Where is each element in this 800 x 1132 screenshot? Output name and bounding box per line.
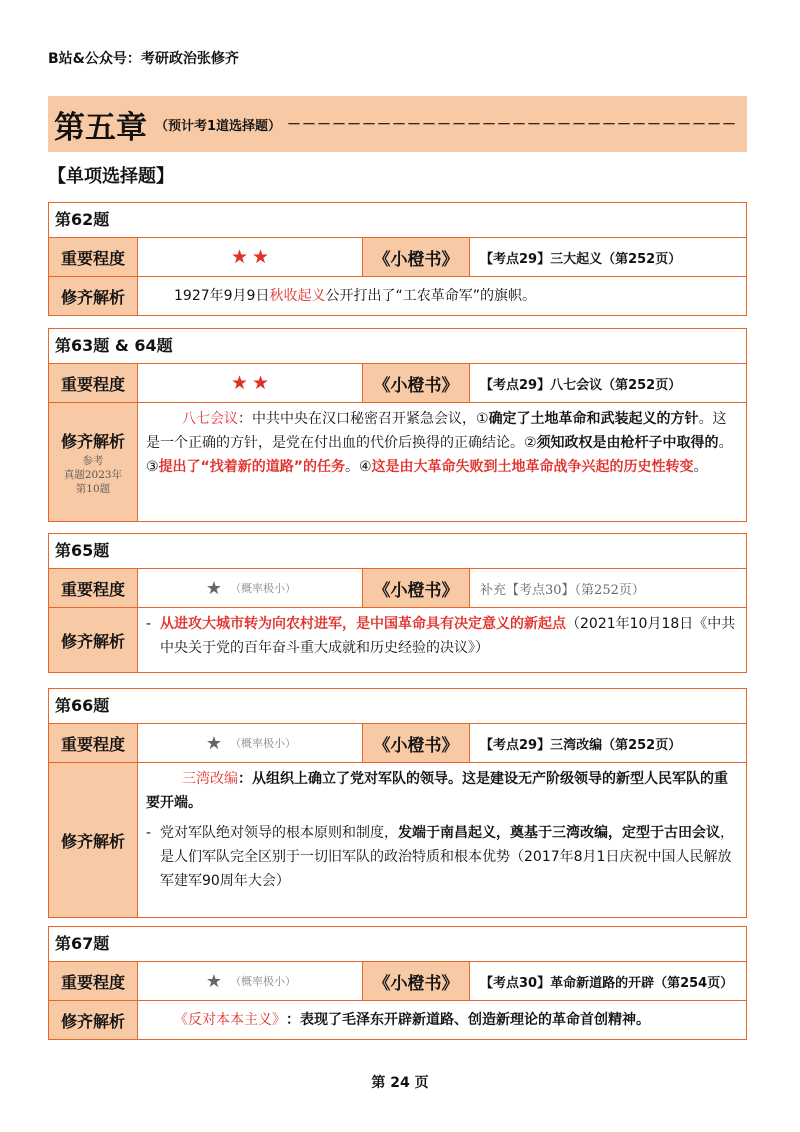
importance-row (49, 364, 746, 403)
highlight-text: 秋收起义 (269, 288, 326, 304)
analysis-row (49, 277, 746, 315)
analysis-label: 修齐解析 (49, 763, 138, 917)
importance-label: 重要程度 (49, 238, 138, 276)
question-67 (48, 926, 747, 1040)
book-label: 《小橙书》 (363, 962, 470, 1000)
importance-row (49, 724, 746, 763)
star-icon: ★ (230, 246, 248, 268)
importance-label: 重要程度 (49, 364, 138, 402)
star-icon: ★ (205, 732, 223, 754)
chapter-subtitle: （预计考1道选择题） (155, 118, 282, 134)
question-title: 第65题 (49, 534, 746, 569)
reference-text: 【考点29】三大起义（第252页） (480, 251, 682, 267)
importance-stars (138, 238, 363, 276)
reference-text: 【考点30】革命新道路的开辟（第254页） (480, 975, 734, 991)
book-label: 《小橙书》 (363, 724, 470, 762)
analysis-content (138, 277, 746, 315)
star-icon: ★ (205, 577, 223, 599)
book-label: 《小橙书》 (363, 364, 470, 402)
analysis-content: 《反对本本主义》 ：表现了毛泽东开辟新道路、创造新理论的革命首创精神。 (174, 1012, 650, 1028)
question-63-64 (48, 328, 747, 522)
importance-label: 重要程度 (49, 569, 138, 607)
chapter-dashes: －－－－－－－－－－－－－－－－－－－－－－－－－－－－－－ (287, 117, 738, 133)
analysis-label: 修齐解析 (49, 608, 138, 672)
star-icon: ★ (252, 246, 270, 268)
analysis-label: 修齐解析 (60, 431, 125, 451)
question-title: 第62题 (49, 203, 746, 238)
analysis-content: - 从进攻大城市转为向农村进军，是中国革命具有决定意义的新起点（2021年10月18日《中共中央关于党的百年奋斗重大成就和历史经验的决议》） (146, 616, 736, 656)
importance-label: 重要程度 (49, 724, 138, 762)
question-66 (48, 688, 747, 918)
importance-stars (138, 962, 363, 1000)
reference-text: 【考点29】八七会议（第252页） (480, 377, 682, 393)
importance-stars (138, 364, 363, 402)
book-label: 《小橙书》 (363, 569, 470, 607)
star-icon: ★ (205, 970, 223, 992)
header-text: B站&公众号：考研政治张修齐 (48, 51, 239, 67)
importance-stars (138, 569, 363, 607)
importance-label: 重要程度 (49, 962, 138, 1000)
analysis-label-cell (49, 403, 138, 521)
probability-note: （概率极小） (230, 582, 297, 595)
reference-text: 补充【考点30】（第252页） (480, 582, 645, 598)
analysis-text: 公开打出了“工农革命军”的旗帜。 (325, 288, 536, 304)
analysis-row (49, 1001, 746, 1039)
analysis-content: 八七会议：中共中央在汉口秘密召开紧急会议，①确定了土地革命和武装起义的方针。这是一个正确的方针，是党在付出血的代价后换得的正确结论。②须知政权是由枪杆子中取得的。③提出了“找着新的道路”的任务。④这是由大革命失败到土地革命战争兴起的历史性转变。 (146, 411, 733, 475)
chapter-title: 第五章 (54, 109, 147, 146)
probability-note: （概率极小） (230, 737, 297, 750)
question-65 (48, 533, 747, 673)
analysis-label: 修齐解析 (49, 1001, 138, 1039)
question-title: 第63题 & 64题 (49, 329, 746, 364)
exam-note: 参考 真题2023年 第10题 (63, 454, 123, 495)
analysis-row (49, 763, 746, 917)
analysis-row (49, 608, 746, 672)
page-number: 第 24 页 (371, 1075, 429, 1091)
star-icon: ★ (230, 372, 248, 394)
importance-row (49, 962, 746, 1001)
question-title: 第66题 (49, 689, 746, 724)
analysis-text: 1927年9月9日 (174, 288, 270, 304)
question-62 (48, 202, 747, 316)
analysis-content: 三湾改编：从组织上确立了党对军队的领导。这是建设无产阶级领导的新型人民军队的重要开端。 - 党对军队绝对领导的根本原则和制度，发端于南昌起义，奠基于三湾改编，定型于古田会议，是人们军队完全区别于一切旧军队的政治特质和根本优势（2017年8月1日庆祝中国人民解放军建军90周年大会） (146, 771, 734, 889)
question-title: 第67题 (49, 927, 746, 962)
importance-row (49, 238, 746, 277)
importance-stars (138, 724, 363, 762)
probability-note: （概率极小） (230, 975, 297, 988)
analysis-label: 修齐解析 (49, 277, 138, 315)
book-label: 《小橙书》 (363, 238, 470, 276)
reference-text: 【考点29】三湾改编（第252页） (480, 737, 682, 753)
analysis-row (49, 403, 746, 521)
star-icon: ★ (252, 372, 270, 394)
importance-row (49, 569, 746, 608)
chapter-banner (48, 96, 747, 152)
section-title: 【单项选择题】 (48, 166, 174, 187)
